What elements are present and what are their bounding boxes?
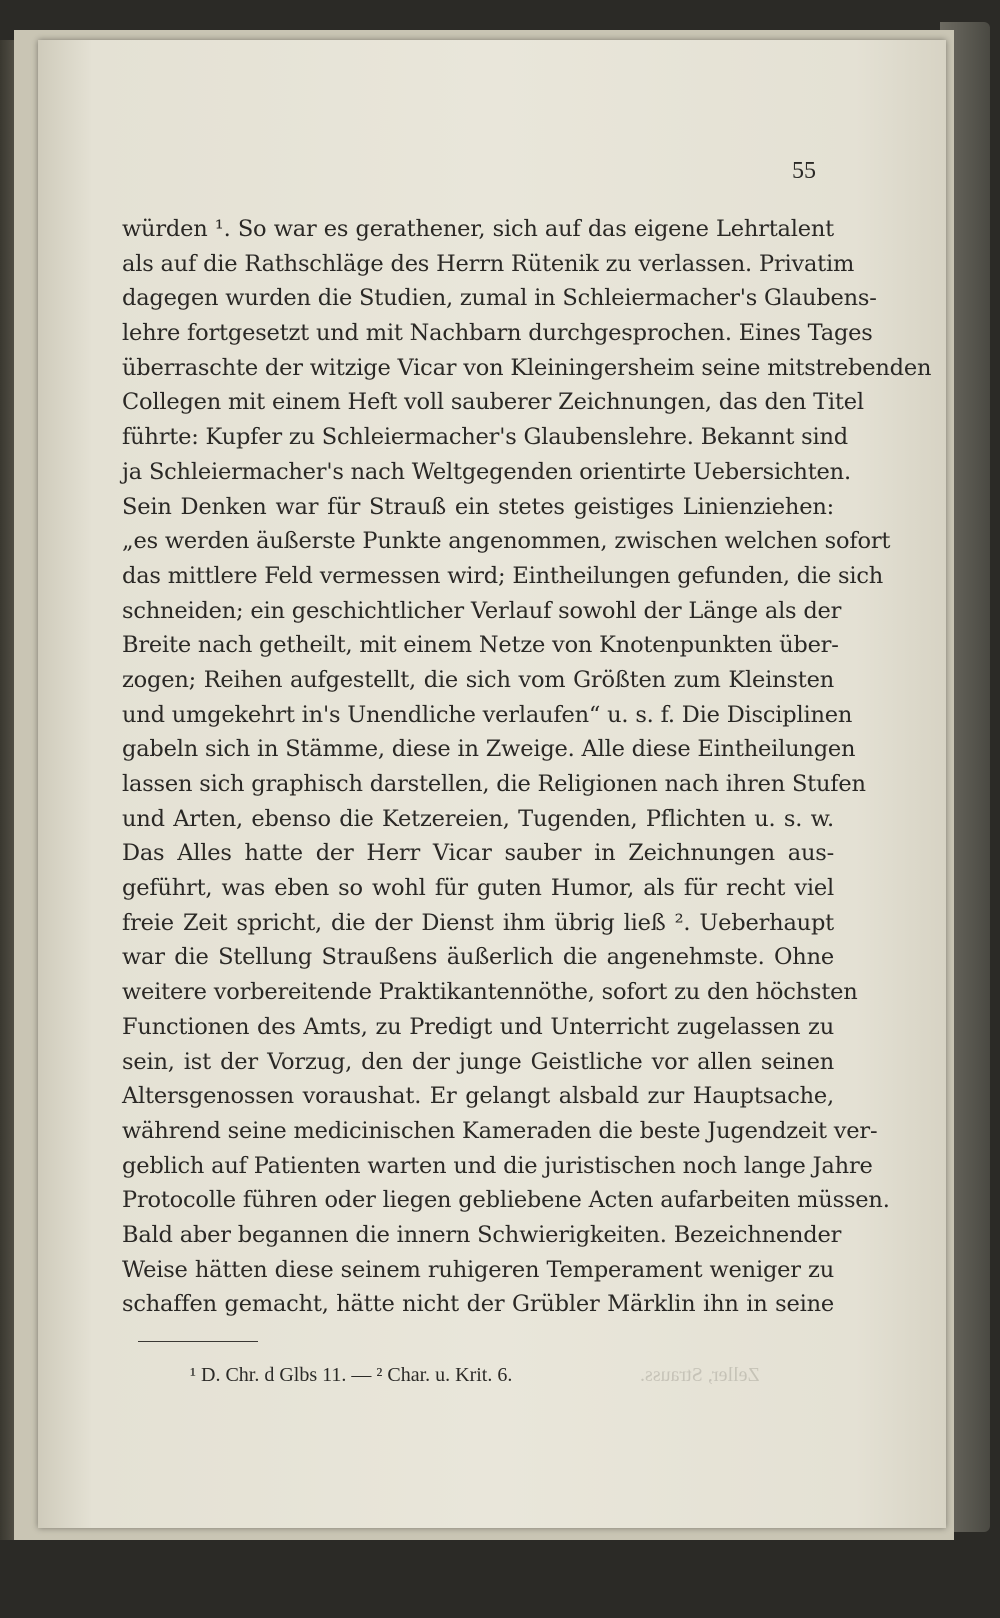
text-line: Sein Denken war für Strauß ein stetes geistiges Linienziehen: — [122, 493, 834, 520]
footnote-divider — [138, 1341, 258, 1342]
text-line: als auf die Rathschläge des Herrn Rütenik zu verlassen. Privatim — [122, 250, 855, 277]
text-line: lehre fortgesetzt und mit Nachbarn durchgesprochen. Eines Tages — [122, 320, 873, 347]
bleed-through-text: Zeller, Strauss. — [640, 1364, 760, 1386]
body-text — [122, 212, 932, 1322]
text-line: Weise hätten diese seinem ruhigeren Temperament weniger zu — [122, 1256, 834, 1283]
text-line: würden ¹. So war es gerathener, sich auf das eigene Lehrtalent — [122, 216, 834, 242]
text-line: sein, ist der Vorzug, den der junge Geistliche vor allen seinen — [122, 1048, 834, 1075]
text-line: schneiden; ein geschichtlicher Verlauf sowohl der Länge als der — [122, 597, 842, 624]
text-line: Das Alles hatte der Herr Vicar sauber in Zeichnungen aus- — [122, 840, 834, 867]
page-number: 55 — [792, 158, 816, 184]
text-line: Protocolle führen oder liegen gebliebene Acten aufarbeiten müssen. — [122, 1187, 890, 1214]
text-line: Breite nach getheilt, mit einem Netze von Knotenpunkten über- — [122, 632, 839, 659]
text-line: und umgekehrt in's Unendliche verlaufen“ u. s. f. Die Disciplinen — [122, 701, 853, 728]
text-line: weitere vorbereitende Praktikantennöthe, sofort zu den höchsten — [122, 979, 858, 1006]
text-line: überraschte der witzige Vicar von Kleiningersheim seine mitstrebenden — [122, 354, 932, 381]
text-line: war die Stellung Straußens äußerlich die angenehmste. Ohne — [122, 944, 834, 971]
text-line: Altersgenossen voraushat. Er gelangt alsbald zur Hauptsache, — [122, 1083, 834, 1110]
footnote: ¹ D. Chr. d Glbs 11. — ² Char. u. Krit. 6. — [190, 1364, 513, 1386]
text-line: führte: Kupfer zu Schleiermacher's Glaubenslehre. Bekannt sind — [122, 424, 849, 451]
text-line: Collegen mit einem Heft voll sauberer Zeichnungen, das den Titel — [122, 389, 864, 416]
text-line: dagegen wurden die Studien, zumal in Schleiermacher's Glaubens- — [122, 285, 877, 312]
text-line: Bald aber begannen die innern Schwierigkeiten. Bezeichnender — [122, 1221, 842, 1248]
text-line: und Arten, ebenso die Ketzereien, Tugenden, Pflichten u. s. w. — [122, 805, 834, 832]
text-line: zogen; Reihen aufgestellt, die sich vom Größten zum Kleinsten — [122, 666, 834, 693]
text-line: „es werden äußerste Punkte angenommen, zwischen welchen sofort — [122, 528, 891, 555]
text-line: schaffen gemacht, hätte nicht der Grübler Märklin ihn in seine — [122, 1291, 834, 1318]
text-line: geführt, was eben so wohl für guten Humor, als für recht viel — [122, 875, 834, 902]
text-line: Functionen des Amts, zu Predigt und Unterricht zugelassen zu — [122, 1013, 834, 1040]
text-line: ja Schleiermacher's nach Weltgegenden orientirte Uebersichten. — [122, 458, 851, 485]
text-line: das mittlere Feld vermessen wird; Eintheilungen gefunden, die sich — [122, 562, 884, 589]
text-line: geblich auf Patienten warten und die juristischen noch lange Jahre — [122, 1152, 873, 1179]
text-line: während seine medicinischen Kameraden die beste Jugendzeit ver- — [122, 1117, 878, 1144]
text-line: freie Zeit spricht, die der Dienst ihm übrig ließ ². Ueberhaupt — [122, 909, 834, 936]
text-line: gabeln sich in Stämme, diese in Zweige. Alle diese Eintheilungen — [122, 736, 856, 763]
text-line: lassen sich graphisch darstellen, die Religionen nach ihren Stufen — [122, 771, 866, 797]
